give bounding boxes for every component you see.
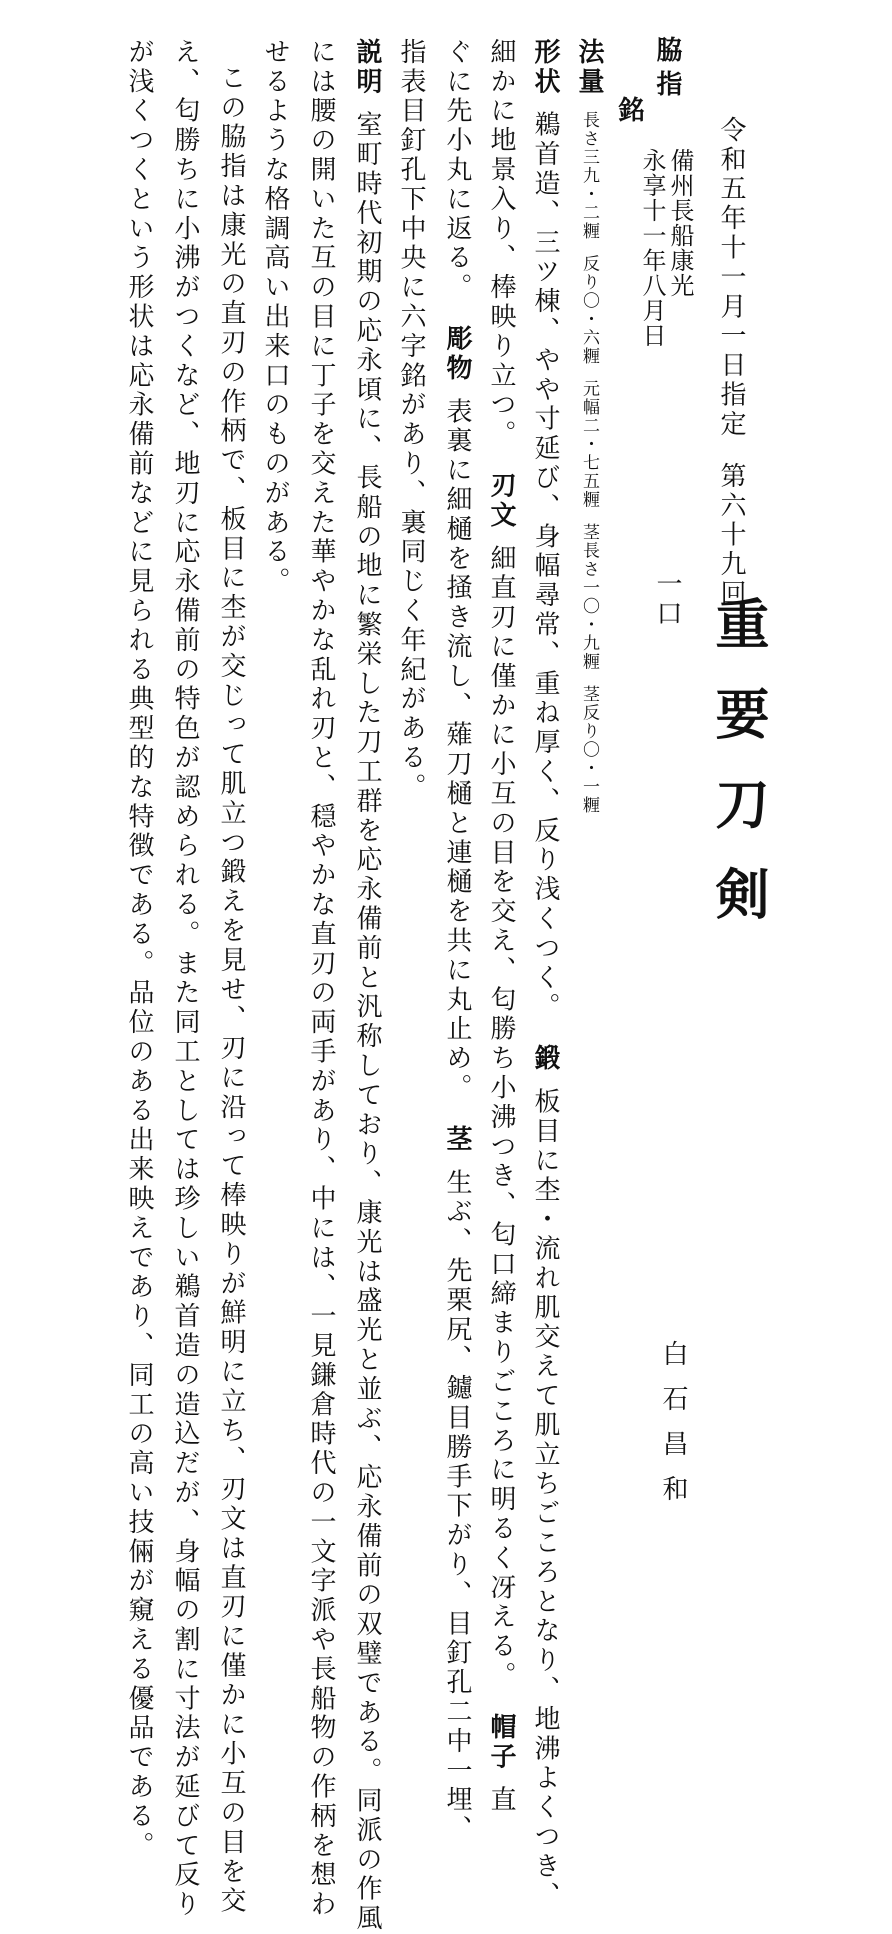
- measurement-nakago-length: 茎長さ一〇・九糎: [579, 522, 599, 671]
- shape-label: 形状: [530, 38, 560, 97]
- page-title: 重要刀剣: [707, 596, 771, 956]
- nakago-text: 生ぶ、先栗尻、鑢目勝手下がり、目釘孔二中一埋、: [442, 1168, 472, 1845]
- measurement-sori: 反り〇・六糎: [579, 254, 599, 366]
- explanation-column-1: [354, 38, 380, 1934]
- measurements-column: [576, 38, 602, 814]
- measurement-motohaba: 元幅二・七五糎: [579, 379, 599, 509]
- item-type-label: 脇指: [652, 36, 682, 104]
- mei-line-2: 永享十一年八月日: [638, 148, 666, 348]
- forging-text: 板目に杢・流れ肌交えて肌立ちごころとなり、地沸よくつき、: [530, 1087, 560, 1911]
- horimono-label: 彫物: [442, 324, 472, 384]
- shape-text: 鵜首造、三ツ棟、やや寸延び、身幅尋常、重ね厚く、反り浅くつく。: [530, 110, 560, 1023]
- item-count: 一口: [652, 570, 682, 629]
- description-column-3: [444, 38, 470, 1845]
- description-column-4: [398, 38, 424, 802]
- hamon-label: 刃文: [486, 471, 516, 531]
- measurement-nakago-sori: 茎反り〇・一糎: [579, 684, 599, 815]
- explanation-column-4: この脇指は康光の直刃の作柄で、板目に杢が交じって肌立つ鍛えを見せ、刃に沿って棒映りが鮮明に立ち、刃文は直刃に僅かに小互の目を交: [216, 64, 246, 1917]
- forging-label: 鍛: [530, 1044, 560, 1074]
- mei-line-1: 備州長船康光: [666, 148, 694, 298]
- explanation-text-1: 室町時代初期の応永頃に、長船の地に繁栄した刀工群を応永備前と汎称しており、康光は盛光と並ぶ、応永備前の双璧である。同派の作風: [352, 110, 382, 1934]
- description-column-1: [532, 38, 558, 1911]
- measurements-label: 法量: [574, 38, 604, 97]
- forging-text-cont: 細かに地景入り、棒映り立つ。: [486, 38, 516, 450]
- explanation-column-6: が浅くつくという形状は応永備前などに見られる典型的な特徴である。品位のある出来映えであり、同工の高い技倆が窺える優品である。: [124, 38, 154, 1861]
- description-column-2: [488, 38, 514, 1815]
- hamon-text: 細直刃に僅かに小互の目を交え、匂勝ち小沸つき、匂口締まりごころに明るく冴える。: [486, 544, 516, 1692]
- item-type-column: [654, 36, 680, 104]
- nakago-text-cont: 指表目釘孔下中央に六字銘があり、裏同じく年紀がある。: [396, 38, 426, 803]
- explanation-column-5: え、匂勝ちに小沸がつくなど、地刃に応永備前の特色が認められる。また同工としては珍しい鵜首造の造込だが、身幅の割に寸法が延びて反り: [170, 38, 200, 1920]
- designation-date: 令和五年十一月一日指定: [716, 116, 746, 440]
- explanation-column-3: せるような格調高い出来口のものがある。: [260, 38, 290, 597]
- item-mei-column: [616, 36, 642, 125]
- author-name: 白石昌和: [658, 1340, 688, 1520]
- boshi-text: 直: [486, 1785, 516, 1816]
- horimono-text: 表裏に細樋を掻き流し、薙刀樋と連樋を共に丸止め。: [442, 397, 472, 1104]
- item-mei-label: 銘: [614, 96, 644, 126]
- boshi-text-cont: ぐに先小丸に返る。: [442, 38, 472, 303]
- explanation-column-2: には腰の開いた互の目に丁子を交えた華やかな乱れ刃と、穏やかな直刃の両手があり、中には、一見鎌倉時代の一文字派や長船物の作柄を想わ: [306, 38, 336, 1920]
- explanation-label: 説明: [352, 38, 382, 97]
- nakago-label: 茎: [442, 1125, 472, 1155]
- measurement-length: 長さ三九・二糎: [579, 110, 599, 241]
- session-number: 第六十九回: [716, 462, 746, 609]
- boshi-label: 帽子: [486, 1713, 516, 1772]
